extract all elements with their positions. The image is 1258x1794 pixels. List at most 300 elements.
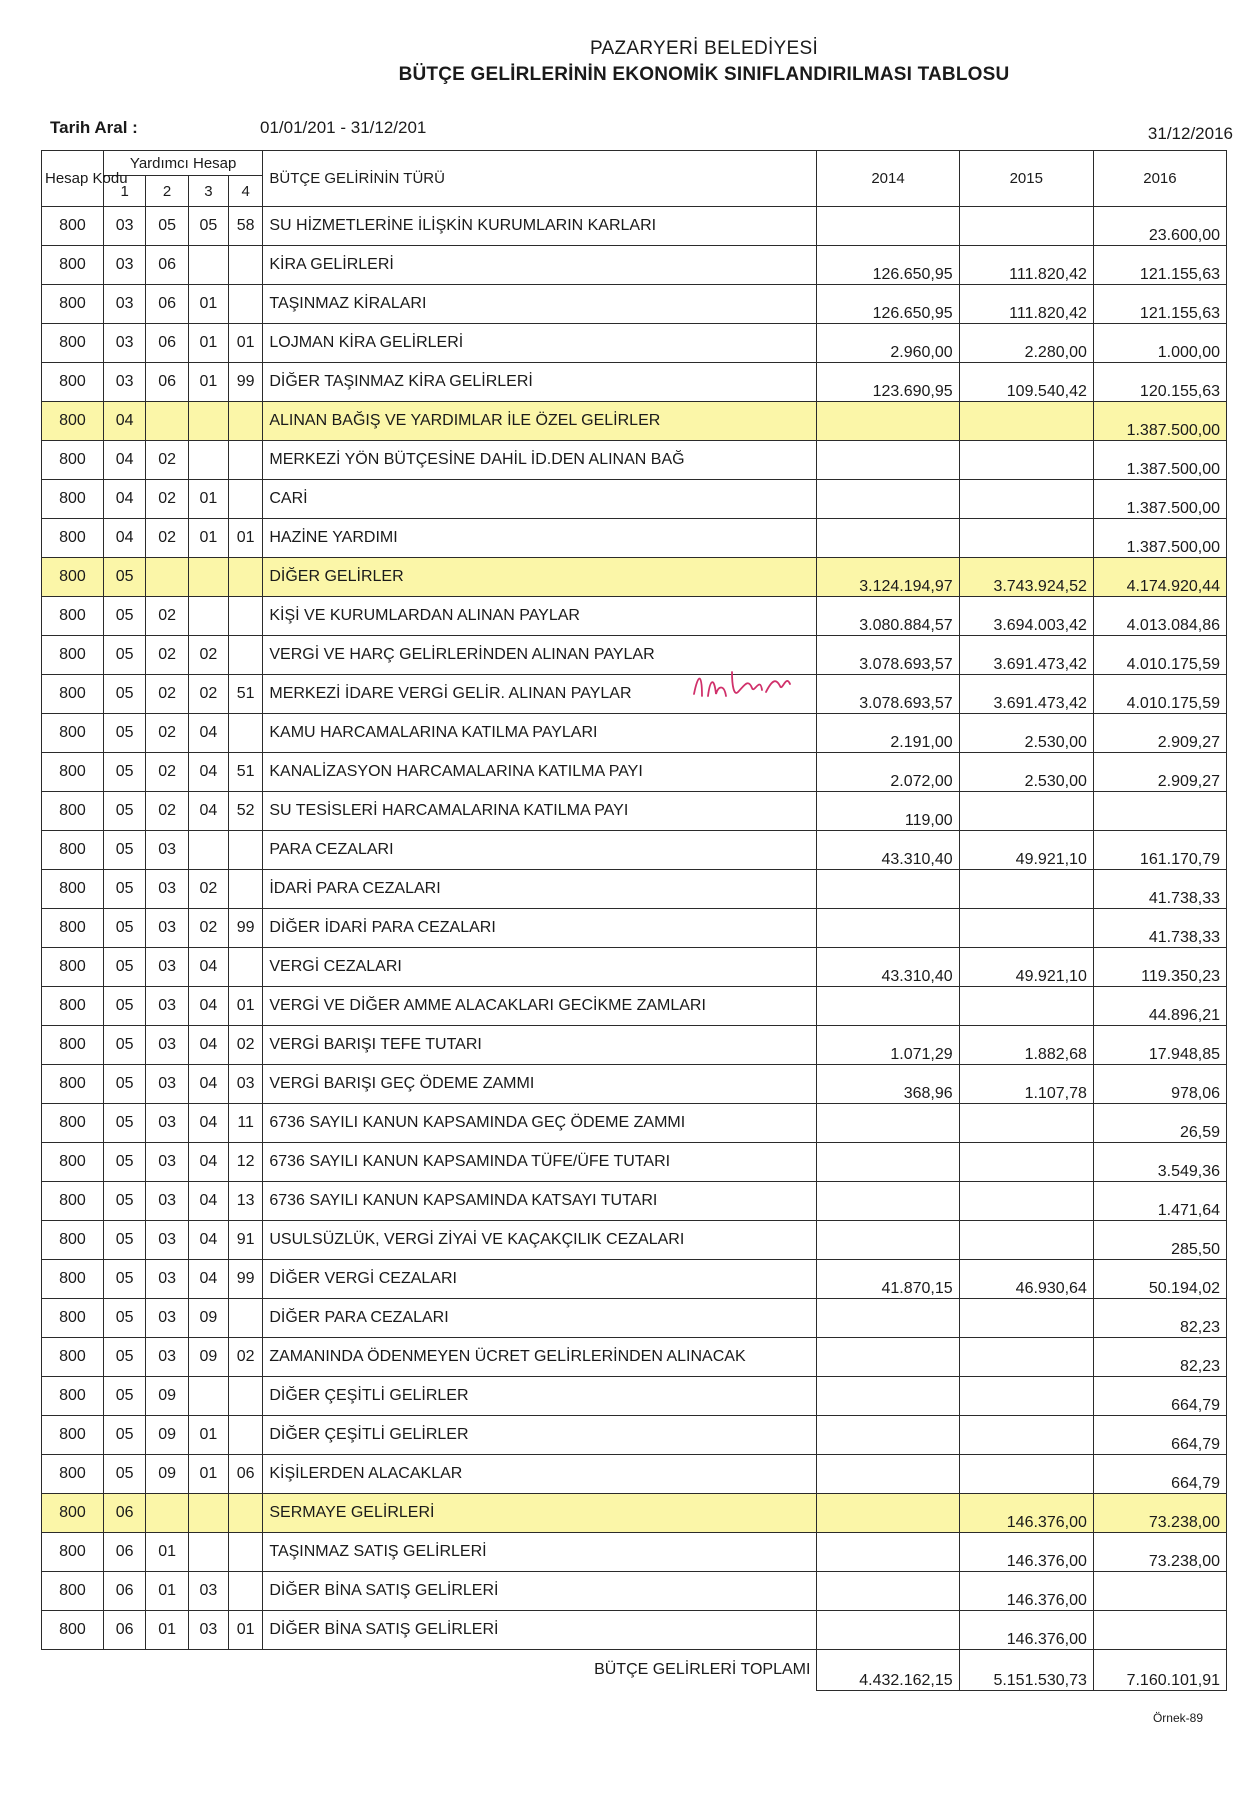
cell-description: HAZİNE YARDIMI [263, 519, 817, 558]
cell-code: 800 [42, 519, 104, 558]
cell-sub3: 01 [188, 285, 228, 324]
cell-value-2014 [817, 1533, 959, 1572]
cell-sub4: 99 [228, 363, 262, 402]
cell-code: 800 [42, 1143, 104, 1182]
document-header [0, 38, 1258, 86]
cell-sub3: 03 [188, 1611, 228, 1650]
table-row [42, 1182, 1227, 1221]
table-row [42, 324, 1227, 363]
header-account-code: Hesap Kodu [42, 151, 104, 207]
total-2014: 4.432.162,15 [817, 1650, 959, 1691]
cell-sub1: 05 [103, 1104, 145, 1143]
table-row [42, 1143, 1227, 1182]
cell-sub4 [228, 1533, 262, 1572]
cell-code: 800 [42, 636, 104, 675]
header-revenue-type: BÜTÇE GELİRİNİN TÜRÜ [263, 151, 817, 207]
cell-sub3: 02 [188, 870, 228, 909]
cell-code: 800 [42, 207, 104, 246]
cell-value-2015: 3.743.924,52 [959, 558, 1093, 597]
cell-value-2015: 3.694.003,42 [959, 597, 1093, 636]
cell-sub2 [146, 558, 188, 597]
header-sub-1: 1 [103, 176, 145, 207]
cell-code: 800 [42, 1494, 104, 1533]
cell-sub1: 03 [103, 285, 145, 324]
cell-value-2014 [817, 1143, 959, 1182]
cell-value-2015 [959, 1299, 1093, 1338]
cell-sub1: 05 [103, 675, 145, 714]
cell-code: 800 [42, 246, 104, 285]
cell-sub1: 05 [103, 636, 145, 675]
cell-value-2015: 109.540,42 [959, 363, 1093, 402]
cell-sub4 [228, 246, 262, 285]
cell-value-2014 [817, 1182, 959, 1221]
cell-sub1: 05 [103, 558, 145, 597]
cell-description: KAMU HARCAMALARINA KATILMA PAYLARI [263, 714, 817, 753]
cell-description: KANALİZASYON HARCAMALARINA KATILMA PAYI [263, 753, 817, 792]
cell-code: 800 [42, 831, 104, 870]
cell-value-2015: 146.376,00 [959, 1611, 1093, 1650]
cell-sub3 [188, 246, 228, 285]
cell-sub3: 04 [188, 753, 228, 792]
cell-value-2015: 2.530,00 [959, 753, 1093, 792]
cell-code: 800 [42, 1533, 104, 1572]
cell-sub3: 04 [188, 1026, 228, 1065]
cell-code: 800 [42, 1260, 104, 1299]
cell-description: KİŞİLERDEN ALACAKLAR [263, 1455, 817, 1494]
cell-sub4: 06 [228, 1455, 262, 1494]
cell-value-2015 [959, 1455, 1093, 1494]
table-row [42, 1455, 1227, 1494]
cell-sub2: 06 [146, 246, 188, 285]
cell-sub2: 09 [146, 1455, 188, 1494]
table-row [42, 207, 1227, 246]
cell-sub4: 12 [228, 1143, 262, 1182]
organization-name: PAZARYERİ BELEDİYESİ [589, 38, 819, 59]
cell-sub2: 03 [146, 987, 188, 1026]
cell-sub1: 05 [103, 1182, 145, 1221]
cell-sub1: 05 [103, 1260, 145, 1299]
cell-value-2016: 4.010.175,59 [1093, 675, 1226, 714]
cell-sub2: 03 [146, 1026, 188, 1065]
cell-value-2014 [817, 909, 959, 948]
cell-value-2016: 82,23 [1093, 1338, 1226, 1377]
cell-sub1: 05 [103, 948, 145, 987]
cell-value-2014 [817, 1221, 959, 1260]
cell-description: VERGİ CEZALARI [263, 948, 817, 987]
cell-sub4: 02 [228, 1026, 262, 1065]
cell-value-2015 [959, 1143, 1093, 1182]
table-row [42, 792, 1227, 831]
cell-sub2: 03 [146, 1182, 188, 1221]
cell-sub3: 02 [188, 636, 228, 675]
header-year-2015: 2015 [959, 151, 1093, 207]
cell-code: 800 [42, 1338, 104, 1377]
cell-sub3: 03 [188, 1572, 228, 1611]
table-row [42, 519, 1227, 558]
cell-value-2016: 1.000,00 [1093, 324, 1226, 363]
cell-sub3: 01 [188, 480, 228, 519]
cell-sub2: 03 [146, 831, 188, 870]
cell-value-2016: 161.170,79 [1093, 831, 1226, 870]
table-row [42, 480, 1227, 519]
page-reference: Örnek-89 [1152, 1711, 1203, 1725]
cell-value-2014 [817, 1338, 959, 1377]
cell-value-2016: 41.738,33 [1093, 870, 1226, 909]
table-row [42, 675, 1227, 714]
cell-sub2: 02 [146, 441, 188, 480]
cell-sub2: 03 [146, 909, 188, 948]
cell-value-2016: 1.387.500,00 [1093, 402, 1226, 441]
cell-value-2015: 111.820,42 [959, 246, 1093, 285]
cell-value-2016: 2.909,27 [1093, 753, 1226, 792]
date-range-value: 01/01/201 - 31/12/201 [260, 118, 427, 137]
cell-sub4: 51 [228, 675, 262, 714]
cell-value-2014 [817, 1416, 959, 1455]
cell-code: 800 [42, 792, 104, 831]
cell-sub1: 05 [103, 1377, 145, 1416]
cell-sub2: 02 [146, 519, 188, 558]
cell-value-2015 [959, 870, 1093, 909]
table-row [42, 636, 1227, 675]
cell-code: 800 [42, 909, 104, 948]
header-sub-account: Yardımcı Hesap [103, 151, 262, 176]
cell-sub4 [228, 870, 262, 909]
cell-sub3: 04 [188, 792, 228, 831]
cell-value-2015 [959, 1104, 1093, 1143]
cell-sub2: 03 [146, 1299, 188, 1338]
cell-value-2014: 126.650,95 [817, 246, 959, 285]
cell-description: DİĞER ÇEŞİTLİ GELİRLER [263, 1377, 817, 1416]
cell-description: SERMAYE GELİRLERİ [263, 1494, 817, 1533]
cell-description: DİĞER GELİRLER [263, 558, 817, 597]
cell-sub3: 01 [188, 519, 228, 558]
cell-sub4 [228, 285, 262, 324]
cell-sub3: 02 [188, 675, 228, 714]
cell-value-2016: 4.010.175,59 [1093, 636, 1226, 675]
cell-sub3 [188, 441, 228, 480]
cell-sub3: 05 [188, 207, 228, 246]
cell-sub1: 04 [103, 402, 145, 441]
cell-sub4: 52 [228, 792, 262, 831]
cell-value-2016: 121.155,63 [1093, 285, 1226, 324]
cell-sub1: 05 [103, 1065, 145, 1104]
cell-value-2016: 664,79 [1093, 1455, 1226, 1494]
cell-sub3: 04 [188, 1104, 228, 1143]
cell-code: 800 [42, 1455, 104, 1494]
cell-sub1: 05 [103, 1026, 145, 1065]
table-row [42, 987, 1227, 1026]
cell-value-2016: 41.738,33 [1093, 909, 1226, 948]
cell-sub4 [228, 1299, 262, 1338]
cell-value-2016: 2.909,27 [1093, 714, 1226, 753]
cell-sub1: 05 [103, 1143, 145, 1182]
table-row [42, 402, 1227, 441]
cell-code: 800 [42, 714, 104, 753]
cell-value-2014 [817, 870, 959, 909]
cell-sub2: 03 [146, 1338, 188, 1377]
cell-sub2: 03 [146, 1221, 188, 1260]
cell-sub2: 02 [146, 714, 188, 753]
cell-value-2015: 1.107,78 [959, 1065, 1093, 1104]
cell-description: SU TESİSLERİ HARCAMALARINA KATILMA PAYI [263, 792, 817, 831]
cell-value-2016: 82,23 [1093, 1299, 1226, 1338]
cell-code: 800 [42, 675, 104, 714]
cell-code: 800 [42, 597, 104, 636]
cell-value-2015 [959, 1182, 1093, 1221]
table-row [42, 831, 1227, 870]
cell-description: USULSÜZLÜK, VERGİ ZİYAİ VE KAÇAKÇILIK CEZALARI [263, 1221, 817, 1260]
cell-sub2: 03 [146, 870, 188, 909]
cell-sub2: 03 [146, 1143, 188, 1182]
cell-sub3: 09 [188, 1299, 228, 1338]
table-row [42, 870, 1227, 909]
cell-description: TAŞINMAZ SATIŞ GELİRLERİ [263, 1533, 817, 1572]
cell-value-2016 [1093, 1611, 1226, 1650]
cell-value-2014: 2.191,00 [817, 714, 959, 753]
cell-sub2: 03 [146, 1065, 188, 1104]
cell-value-2014: 126.650,95 [817, 285, 959, 324]
cell-sub2: 06 [146, 363, 188, 402]
cell-sub1: 05 [103, 909, 145, 948]
cell-description: TAŞINMAZ KİRALARI [263, 285, 817, 324]
cell-sub4: 58 [228, 207, 262, 246]
cell-code: 800 [42, 441, 104, 480]
cell-sub1: 06 [103, 1533, 145, 1572]
cell-sub4: 99 [228, 909, 262, 948]
table-row [42, 1065, 1227, 1104]
cell-value-2016: 119.350,23 [1093, 948, 1226, 987]
cell-sub1: 05 [103, 1455, 145, 1494]
cell-value-2016: 73.238,00 [1093, 1533, 1226, 1572]
cell-description: 6736 SAYILI KANUN KAPSAMINDA KATSAYI TUTARI [263, 1182, 817, 1221]
table-row [42, 1221, 1227, 1260]
cell-description: PARA CEZALARI [263, 831, 817, 870]
cell-value-2014 [817, 1104, 959, 1143]
table-row [42, 1377, 1227, 1416]
cell-description: MERKEZİ YÖN BÜTÇESİNE DAHİL İD.DEN ALINAN BAĞ [263, 441, 817, 480]
cell-value-2016: 3.549,36 [1093, 1143, 1226, 1182]
cell-code: 800 [42, 480, 104, 519]
cell-sub2: 02 [146, 675, 188, 714]
cell-sub2: 02 [146, 792, 188, 831]
cell-sub1: 03 [103, 207, 145, 246]
header-sub-2: 2 [146, 176, 188, 207]
cell-description: DİĞER VERGİ CEZALARI [263, 1260, 817, 1299]
cell-sub3 [188, 1533, 228, 1572]
cell-value-2015: 3.691.473,42 [959, 675, 1093, 714]
cell-sub2: 09 [146, 1416, 188, 1455]
cell-sub2 [146, 1494, 188, 1533]
cell-sub3 [188, 558, 228, 597]
cell-description: DİĞER İDARİ PARA CEZALARI [263, 909, 817, 948]
cell-description: İDARİ PARA CEZALARI [263, 870, 817, 909]
cell-code: 800 [42, 1416, 104, 1455]
cell-sub1: 03 [103, 363, 145, 402]
cell-value-2014: 3.124.194,97 [817, 558, 959, 597]
total-2016: 7.160.101,91 [1093, 1650, 1226, 1691]
cell-value-2016: 50.194,02 [1093, 1260, 1226, 1299]
cell-value-2016 [1093, 1572, 1226, 1611]
cell-value-2014 [817, 441, 959, 480]
cell-code: 800 [42, 402, 104, 441]
cell-description: VERGİ BARIŞI GEÇ ÖDEME ZAMMI [263, 1065, 817, 1104]
table-row [42, 246, 1227, 285]
table-row [42, 285, 1227, 324]
cell-description: SU HİZMETLERİNE İLİŞKİN KURUMLARIN KARLARI [263, 207, 817, 246]
cell-code: 800 [42, 558, 104, 597]
table-row [42, 1026, 1227, 1065]
cell-value-2015 [959, 402, 1093, 441]
cell-sub4 [228, 1572, 262, 1611]
cell-value-2016: 4.174.920,44 [1093, 558, 1226, 597]
cell-value-2015 [959, 207, 1093, 246]
cell-sub2: 05 [146, 207, 188, 246]
cell-description: KİŞİ VE KURUMLARDAN ALINAN PAYLAR [263, 597, 817, 636]
cell-value-2014: 119,00 [817, 792, 959, 831]
cell-description: ALINAN BAĞIŞ VE YARDIMLAR İLE ÖZEL GELİRLER [263, 402, 817, 441]
cell-sub2: 02 [146, 480, 188, 519]
cell-value-2015 [959, 441, 1093, 480]
cell-sub4 [228, 441, 262, 480]
cell-value-2014 [817, 1377, 959, 1416]
cell-sub1: 04 [103, 519, 145, 558]
cell-value-2014: 3.080.884,57 [817, 597, 959, 636]
cell-value-2014: 1.071,29 [817, 1026, 959, 1065]
cell-code: 800 [42, 285, 104, 324]
cell-value-2016: 121.155,63 [1093, 246, 1226, 285]
cell-sub4: 01 [228, 987, 262, 1026]
cell-value-2015: 146.376,00 [959, 1494, 1093, 1533]
cell-value-2016: 664,79 [1093, 1377, 1226, 1416]
table-row [42, 753, 1227, 792]
cell-code: 800 [42, 1104, 104, 1143]
cell-code: 800 [42, 324, 104, 363]
cell-sub4 [228, 558, 262, 597]
cell-value-2014 [817, 1611, 959, 1650]
header-sub-4: 4 [228, 176, 262, 207]
cell-value-2015: 146.376,00 [959, 1533, 1093, 1572]
table-row [42, 1338, 1227, 1377]
cell-value-2014: 123.690,95 [817, 363, 959, 402]
table-row [42, 1416, 1227, 1455]
cell-code: 800 [42, 948, 104, 987]
cell-sub4 [228, 597, 262, 636]
cell-sub4: 11 [228, 1104, 262, 1143]
table-row [42, 1104, 1227, 1143]
cell-value-2014 [817, 519, 959, 558]
cell-value-2016: 4.013.084,86 [1093, 597, 1226, 636]
cell-sub3: 04 [188, 1065, 228, 1104]
cell-description: DİĞER ÇEŞİTLİ GELİRLER [263, 1416, 817, 1455]
cell-value-2014 [817, 1494, 959, 1533]
cell-code: 800 [42, 1299, 104, 1338]
cell-value-2014: 2.960,00 [817, 324, 959, 363]
cell-sub1: 06 [103, 1572, 145, 1611]
cell-sub3: 04 [188, 1221, 228, 1260]
cell-sub3: 04 [188, 1260, 228, 1299]
cell-code: 800 [42, 1221, 104, 1260]
cell-value-2015 [959, 480, 1093, 519]
table-row [42, 1533, 1227, 1572]
cell-description: VERGİ VE HARÇ GELİRLERİNDEN ALINAN PAYLAR [263, 636, 817, 675]
cell-description: DİĞER BİNA SATIŞ GELİRLERİ [263, 1611, 817, 1650]
table-body [42, 207, 1227, 1650]
print-date: 31/12/2016 [1147, 124, 1233, 143]
cell-sub3: 04 [188, 987, 228, 1026]
cell-value-2015: 49.921,10 [959, 948, 1093, 987]
cell-value-2016 [1093, 792, 1226, 831]
cell-sub1: 04 [103, 480, 145, 519]
table-row [42, 441, 1227, 480]
cell-description: DİĞER TAŞINMAZ KİRA GELİRLERİ [263, 363, 817, 402]
cell-sub4: 03 [228, 1065, 262, 1104]
cell-value-2014 [817, 480, 959, 519]
cell-sub3: 04 [188, 714, 228, 753]
date-range-label: Tarih Aral : [50, 118, 138, 137]
cell-sub1: 05 [103, 870, 145, 909]
cell-value-2015: 49.921,10 [959, 831, 1093, 870]
cell-value-2014 [817, 1455, 959, 1494]
cell-sub2: 02 [146, 636, 188, 675]
cell-sub3: 02 [188, 909, 228, 948]
cell-description: CARİ [263, 480, 817, 519]
cell-sub1: 05 [103, 1221, 145, 1260]
cell-value-2015: 46.930,64 [959, 1260, 1093, 1299]
cell-value-2015 [959, 987, 1093, 1026]
header-year-2014: 2014 [817, 151, 959, 207]
cell-value-2016: 73.238,00 [1093, 1494, 1226, 1533]
cell-value-2014 [817, 1572, 959, 1611]
cell-code: 800 [42, 987, 104, 1026]
cell-sub3 [188, 831, 228, 870]
cell-description: DİĞER PARA CEZALARI [263, 1299, 817, 1338]
cell-value-2015: 1.882,68 [959, 1026, 1093, 1065]
cell-description: LOJMAN KİRA GELİRLERİ [263, 324, 817, 363]
cell-sub4 [228, 1494, 262, 1533]
cell-sub3: 01 [188, 1455, 228, 1494]
cell-sub3 [188, 1377, 228, 1416]
total-row [42, 1650, 1227, 1691]
cell-sub1: 05 [103, 1299, 145, 1338]
cell-sub2: 02 [146, 753, 188, 792]
cell-sub1: 04 [103, 441, 145, 480]
cell-sub2: 01 [146, 1533, 188, 1572]
cell-sub4: 51 [228, 753, 262, 792]
cell-value-2016: 120.155,63 [1093, 363, 1226, 402]
cell-value-2016: 664,79 [1093, 1416, 1226, 1455]
cell-value-2015: 3.691.473,42 [959, 636, 1093, 675]
cell-value-2014: 3.078.693,57 [817, 636, 959, 675]
table-row [42, 714, 1227, 753]
cell-sub4: 02 [228, 1338, 262, 1377]
cell-value-2016: 23.600,00 [1093, 207, 1226, 246]
cell-code: 800 [42, 753, 104, 792]
cell-code: 800 [42, 1026, 104, 1065]
cell-value-2014 [817, 207, 959, 246]
cell-sub4 [228, 948, 262, 987]
cell-sub1: 05 [103, 597, 145, 636]
cell-description: ZAMANINDA ÖDENMEYEN ÜCRET GELİRLERİNDEN ALINACAK [263, 1338, 817, 1377]
cell-description: 6736 SAYILI KANUN KAPSAMINDA TÜFE/ÜFE TUTARI [263, 1143, 817, 1182]
cell-sub1: 06 [103, 1611, 145, 1650]
cell-description: MERKEZİ İDARE VERGİ GELİR. ALINAN PAYLAR [263, 675, 817, 714]
table-row [42, 1299, 1227, 1338]
cell-value-2014: 41.870,15 [817, 1260, 959, 1299]
cell-sub2: 01 [146, 1611, 188, 1650]
table-row [42, 558, 1227, 597]
cell-value-2016: 1.387.500,00 [1093, 480, 1226, 519]
cell-value-2014: 3.078.693,57 [817, 675, 959, 714]
